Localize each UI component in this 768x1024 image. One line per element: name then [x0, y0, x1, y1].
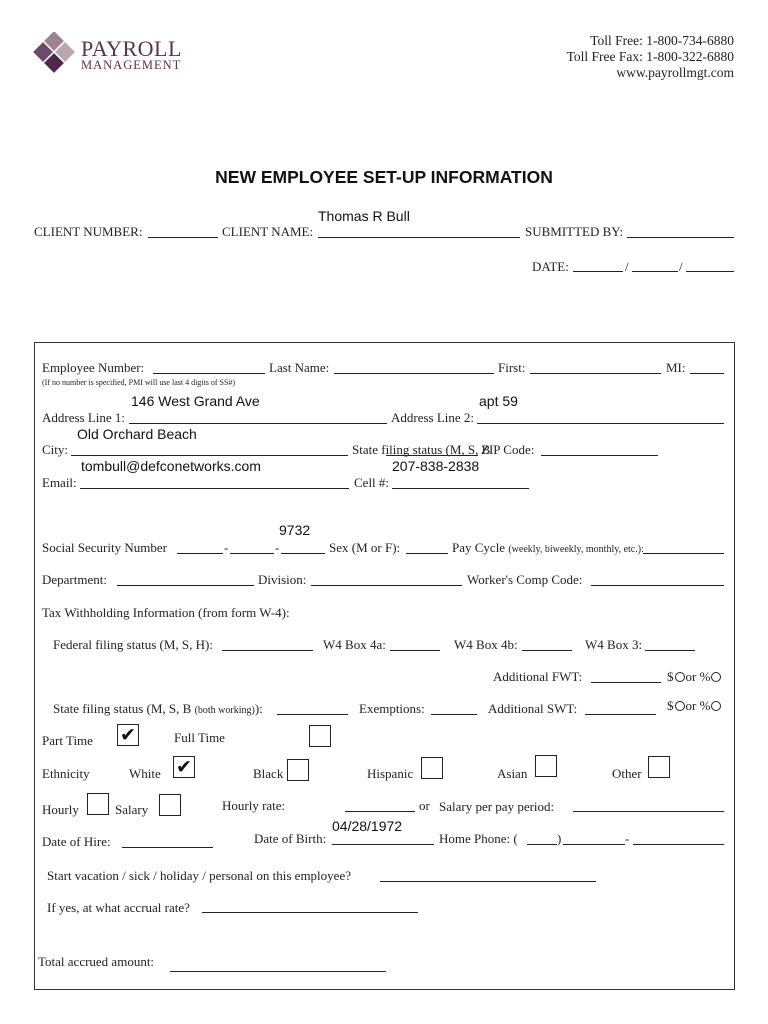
- website: www.payrollmgt.com: [616, 65, 734, 80]
- zip-label: ZIP Code:: [481, 442, 535, 457]
- contact-block: [567, 33, 734, 81]
- asian-checkbox[interactable]: [535, 755, 557, 777]
- hispanic-label: Hispanic: [367, 766, 414, 781]
- workers-comp-label: Worker's Comp Code:: [467, 572, 583, 587]
- vacation-question: Start vacation / sick / holiday / personal on this employee?: [47, 868, 351, 883]
- white-label: White: [129, 766, 161, 781]
- date-month-field[interactable]: [573, 271, 623, 272]
- tax-heading: Tax Withholding Information (from form W-4):: [42, 605, 290, 620]
- hire-date-label: Date of Hire:: [42, 834, 111, 849]
- address1-label: Address Line 1:: [42, 410, 126, 425]
- black-checkbox[interactable]: [287, 759, 309, 781]
- logo-management: MANAGEMENT: [81, 58, 182, 72]
- address2-label: Address Line 2:: [391, 410, 475, 425]
- sex-label: Sex (M or F):: [329, 540, 401, 555]
- employee-number-note: (If no number is specified, PMI will use last 4 digits of SS#): [42, 378, 236, 387]
- last-name-label: Last Name:: [269, 360, 330, 375]
- page-title: NEW EMPLOYEE SET-UP INFORMATION: [215, 167, 553, 187]
- additional-fwt-field[interactable]: [591, 682, 661, 683]
- hourly-label: Hourly: [42, 802, 79, 817]
- department-field[interactable]: [117, 585, 254, 586]
- dob-value[interactable]: 04/28/1972: [332, 818, 403, 834]
- ssn-part2-field[interactable]: [230, 553, 274, 554]
- last-name-field[interactable]: [334, 373, 494, 374]
- salary-period-field[interactable]: [573, 811, 724, 812]
- address1-field[interactable]: [129, 423, 387, 424]
- division-field[interactable]: [311, 585, 462, 586]
- w4-box4b-field[interactable]: [522, 650, 572, 651]
- salary-label: Salary: [115, 802, 149, 817]
- mi-field[interactable]: [690, 373, 724, 374]
- asian-label: Asian: [497, 766, 528, 781]
- toll-free-phone: Toll Free: 1-800-734-6880: [590, 33, 734, 48]
- zip-field[interactable]: [541, 455, 658, 456]
- ssn-part1-field[interactable]: [177, 553, 223, 554]
- swt-dollar-radio[interactable]: [675, 701, 685, 711]
- part-time-label: Part Time: [42, 733, 93, 748]
- pay-cycle-note: (weekly, biweekly, monthly, etc.):: [508, 544, 644, 555]
- address1-value[interactable]: 146 West Grand Ave: [131, 393, 260, 409]
- hourly-rate-label: Hourly rate:: [222, 798, 286, 813]
- dollar-label: $: [667, 698, 674, 713]
- pay-cycle-field[interactable]: [643, 553, 724, 554]
- address2-value[interactable]: apt 59: [479, 393, 518, 409]
- black-label: Black: [253, 766, 284, 781]
- city-label: City:: [42, 442, 69, 457]
- hispanic-checkbox[interactable]: [421, 757, 443, 779]
- date-day-field[interactable]: [632, 271, 678, 272]
- ssn-last4-value[interactable]: 9732: [279, 522, 311, 538]
- email-field[interactable]: [80, 488, 349, 489]
- total-accrued-label: Total accrued amount:: [38, 954, 155, 969]
- department-label: Department:: [42, 572, 107, 587]
- salary-checkbox[interactable]: [159, 794, 181, 816]
- logo-diamond-icon: [30, 32, 78, 80]
- hourly-checkbox[interactable]: [87, 793, 109, 815]
- ssn-sep: -: [275, 540, 280, 555]
- federal-status-label: Federal filing status (M, S, H):: [53, 637, 213, 652]
- cell-value[interactable]: 207-838-2838: [392, 458, 480, 474]
- home-phone-prefix-field[interactable]: [563, 844, 625, 845]
- client-name-value[interactable]: Thomas R Bull: [318, 208, 410, 224]
- vacation-field[interactable]: [380, 881, 596, 882]
- first-name-label: First:: [498, 360, 526, 375]
- ethnicity-label: Ethnicity: [42, 766, 90, 781]
- accrual-question: If yes, at what accrual rate?: [47, 900, 190, 915]
- white-checkbox[interactable]: ✔: [173, 756, 195, 778]
- part-time-checkbox[interactable]: ✔: [117, 724, 139, 746]
- state-status-field[interactable]: [277, 714, 348, 715]
- workers-comp-field[interactable]: [591, 585, 724, 586]
- city-field[interactable]: [71, 455, 348, 456]
- date-sep: /: [679, 259, 683, 274]
- additional-swt-label: Additional SWT:: [488, 701, 578, 716]
- toll-free-fax: Toll Free Fax: 1-800-322-6880: [566, 49, 734, 64]
- home-phone-dash: -: [625, 831, 630, 846]
- division-label: Division:: [258, 572, 307, 587]
- cell-label: Cell #:: [354, 475, 390, 490]
- state-label: State filing status (M, S, B: [352, 442, 491, 457]
- w4-box4a-label: W4 Box 4a:: [323, 637, 386, 652]
- hourly-rate-field[interactable]: [345, 811, 415, 812]
- state-status-text: State filing status (M, S, B: [53, 701, 192, 716]
- w4-box4b-label: W4 Box 4b:: [454, 637, 518, 652]
- employee-number-field[interactable]: [153, 373, 265, 374]
- logo-payroll: PAYROLL: [81, 36, 182, 61]
- full-time-checkbox[interactable]: [309, 725, 331, 747]
- dollar-label: $: [667, 669, 674, 684]
- additional-swt-field[interactable]: [585, 714, 656, 715]
- address2-field[interactable]: [477, 423, 724, 424]
- pay-cycle-label: [452, 540, 644, 556]
- swt-unit-choice: [667, 698, 722, 714]
- submitted-by-label: SUBMITTED BY:: [525, 224, 624, 239]
- w4-box3-label: W4 Box 3:: [585, 637, 643, 652]
- client-number-field[interactable]: [148, 237, 218, 238]
- client-name-label: CLIENT NAME:: [222, 224, 314, 239]
- employee-number-label: Employee Number:: [42, 360, 145, 375]
- or-label: or: [419, 798, 430, 813]
- percent-label: or %: [685, 669, 711, 684]
- date-label: DATE:: [532, 259, 569, 274]
- home-phone-line-field[interactable]: [633, 844, 724, 845]
- state-status-note: (both working): [194, 705, 255, 716]
- mi-label: MI:: [666, 360, 686, 375]
- date-year-field[interactable]: [686, 271, 734, 272]
- w4-box3-field[interactable]: [645, 650, 695, 651]
- home-phone-area-field[interactable]: [527, 844, 557, 845]
- home-phone-label: Home Phone: (: [439, 831, 518, 846]
- w4-box4a-field[interactable]: [390, 650, 440, 651]
- other-label: Other: [612, 766, 642, 781]
- salary-period-label: Salary per pay period:: [439, 799, 555, 814]
- ssn-sep: -: [224, 540, 229, 555]
- state-status-label: [53, 701, 263, 717]
- exemptions-label: Exemptions:: [359, 701, 425, 716]
- total-accrued-field[interactable]: [170, 971, 386, 972]
- submitted-by-field[interactable]: [627, 237, 734, 238]
- other-checkbox[interactable]: [648, 756, 670, 778]
- dob-field[interactable]: [332, 844, 434, 845]
- cell-field[interactable]: [392, 488, 529, 489]
- state-status-close: ):: [254, 701, 263, 716]
- dob-label: Date of Birth:: [254, 831, 327, 846]
- ssn-part3-field[interactable]: [281, 553, 325, 554]
- additional-fwt-label: Additional FWT:: [493, 669, 583, 684]
- exemptions-field[interactable]: [431, 714, 477, 715]
- state-field[interactable]: [386, 455, 478, 456]
- ssn-label: Social Security Number: [42, 540, 167, 555]
- full-time-label: Full Time: [174, 730, 225, 745]
- client-number-label: CLIENT NUMBER:: [34, 224, 143, 239]
- federal-status-field[interactable]: [222, 650, 313, 651]
- fwt-unit-choice: [667, 669, 722, 685]
- email-label: Email:: [42, 475, 77, 490]
- city-value[interactable]: Old Orchard Beach: [77, 426, 197, 442]
- fwt-dollar-radio[interactable]: [675, 672, 685, 682]
- client-name-field[interactable]: [318, 237, 520, 238]
- sex-field[interactable]: [406, 553, 448, 554]
- swt-percent-radio[interactable]: [711, 701, 721, 711]
- first-name-field[interactable]: [530, 373, 661, 374]
- date-sep: /: [625, 259, 629, 274]
- home-phone-close: ): [557, 831, 562, 846]
- pay-cycle-title: Pay Cycle: [452, 540, 506, 555]
- email-value[interactable]: tombull@defconetworks.com: [81, 458, 261, 474]
- percent-label: or %: [685, 698, 711, 713]
- accrual-field[interactable]: [202, 912, 418, 913]
- fwt-percent-radio[interactable]: [711, 672, 721, 682]
- hire-date-field[interactable]: [122, 847, 213, 848]
